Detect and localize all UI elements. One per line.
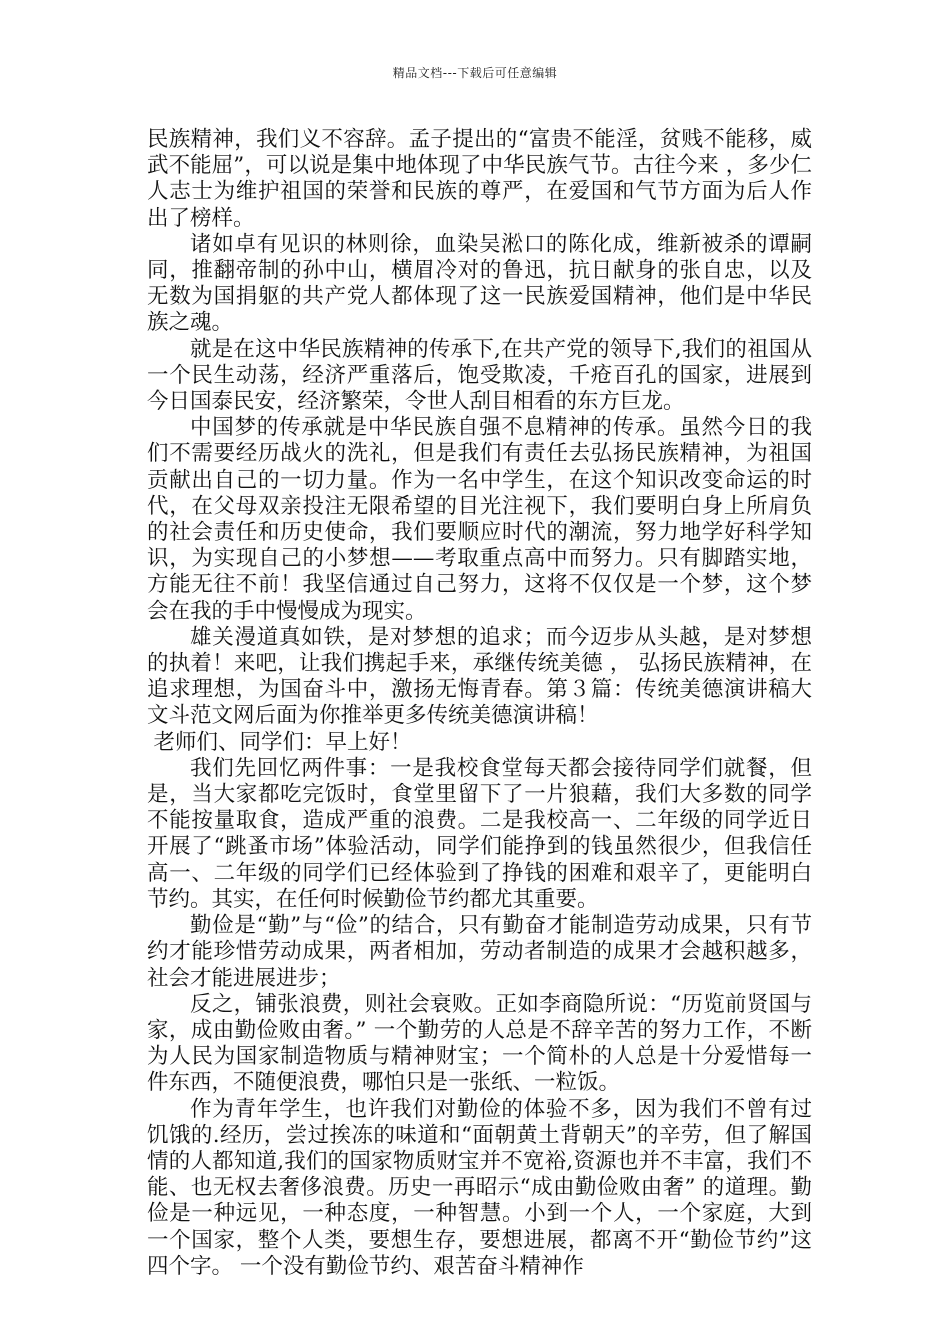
paragraph-4: 中国梦的传承就是中华民族自强不息精神的传承。虽然今日的我们不需要经历战火的洗礼，但是我们有责任去弘扬民族精神，为祖国贡献出自己的一切力量。作为一名中学生，在这个知识改变命运的时代，在父母双亲投注无限希望的目光注视下，我们要明白身上所肩负的社会责任和历史使命，我们要顺应时代的潮流，努力地学好科学知识，为实现自己的小梦想——考取重点高中而努力。只有脚踏实地，方能无往不前！我坚信通过自己努力，这将不仅仅是一个梦，这个梦会在我的手中慢慢成为现实。 (147, 415, 812, 624)
page-header: 精品文档---下载后可任意编辑 (392, 66, 558, 80)
paragraph-3: 就是在这中华民族精神的传承下,在共产党的领导下,我们的祖国从一个民生动荡，经济严重落后，饱受欺凌，千疮百孔的国家，进展到今日国泰民安，经济繁荣，令世人刮目相看的东方巨龙。 (147, 336, 812, 415)
greeting-line: 老师们、同学们：早上好！ (153, 729, 412, 755)
paragraph-2: 诸如卓有见识的林则徐，血染吴淞口的陈化成，维新被杀的谭嗣同，推翻帝制的孙中山，横眉冷对的鲁迅，抗日献身的张自忠，以及无数为国捐躯的共产党人都体现了这一民族爱国精神，他们是中华民族之魂。 (147, 231, 812, 336)
paragraph-9: 反之，铺张浪费，则社会衰败。正如李商隐所说：“历览前贤国与家，成由勤俭败由奢。” 一个勤劳的人总是不辞辛苦的努力工作，不断为人民为国家制造物质与精神财宝；一个简朴的人总是十分爱惜每一件东西，不随便浪费，哪怕只是一张纸、一粒饭。 (147, 991, 812, 1096)
paragraph-10: 作为青年学生，也许我们对勤俭的体验不多，因为我们不曾有过饥饿的.经历，尝过挨冻的味道和“面朝黄土背朝天”的辛劳，但了解国情的人都知道,我们的国家物质财宝并不宽裕,资源也并不丰富，我们不能、也无权去奢侈浪费。历史一再昭示“成由勤俭败由奢” 的道理。勤俭是一种远见，一种态度，一种智慧。小到一个人，一个家庭，大到一个国家，整个人类，要想生存，要想进展，都离不开“勤俭节约”这四个字。 一个没有勤俭节约、艰苦奋斗精神作 (147, 1096, 812, 1279)
paragraph-1: 民族精神，我们义不容辞。孟子提出的“富贵不能淫，贫贱不能移，威武不能屈”，可以说是集中地体现了中华民族气节。古往今来 ，多少仁人志士为维护祖国的荣誉和民族的尊严，在爱国和气节方面为后人作出了榜样。 (147, 127, 812, 231)
paragraph-5: 雄关漫道真如铁，是对梦想的追求；而今迈步从头越，是对梦想的执着！来吧，让我们携起手来，承继传统美德 ， 弘扬民族精神，在追求理想，为国奋斗中，激扬无悔青春。第３篇：传统美德演讲稿大文斗范文网后面为你推举更多传统美德演讲稿！ (147, 624, 812, 729)
paragraph-8: 勤俭是“勤”与“俭”的结合，只有勤奋才能制造劳动成果，只有节约才能珍惜劳动成果，两者相加，劳动者制造的成果才会越积越多，社会才能进展进步； (147, 913, 812, 991)
document-body (147, 127, 812, 1280)
paragraph-7: 我们先回忆两件事：一是我校食堂每天都会接待同学们就餐，但是，当大家都吃完饭时，食堂里留下了一片狼藉，我们大多数的同学不能按量取食，造成严重的浪费。二是我校高一、二年级的同学近日开展了“跳蚤市场”体验活动，同学们能挣到的钱虽然很少，但我信任高一、二年级的同学们已经体验到了挣钱的困难和艰辛了，更能明白节约。其实，在任何时候勤俭节约都尤其重要。 (147, 755, 812, 912)
